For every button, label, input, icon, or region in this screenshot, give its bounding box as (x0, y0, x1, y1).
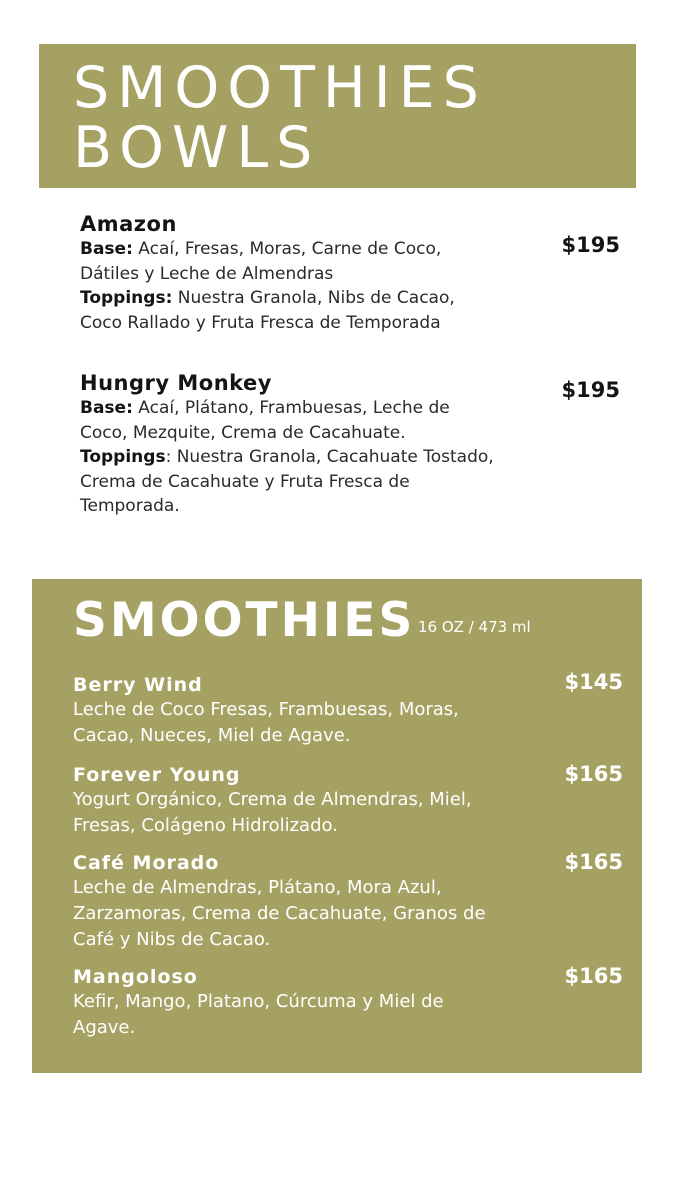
menu-item-cafe-morado (73, 851, 623, 953)
item-price: $195 (561, 233, 620, 257)
title-line-2: BOWLS (73, 115, 321, 181)
section-title-smoothies-bowls (73, 55, 487, 181)
menu-item-forever-young (73, 763, 623, 839)
item-price: $165 (564, 762, 623, 786)
toppings-label: Toppings: (80, 288, 173, 308)
item-description (73, 989, 553, 1041)
item-price: $145 (564, 670, 623, 694)
size-note: 16 OZ / 473 ml (418, 618, 531, 636)
item-name: Hungry Monkey (80, 371, 272, 395)
item-price: $165 (564, 964, 623, 988)
base-text-2: Dátiles y Leche de Almendras (80, 263, 334, 284)
item-name: Café Morado (73, 852, 220, 874)
section-title-smoothies: SMOOTHIES (73, 593, 416, 648)
toppings-text-3: Temporada. (80, 496, 180, 516)
menu-item-hungry-monkey (80, 370, 625, 519)
menu-item-amazon (80, 211, 625, 335)
toppings-text-2: Crema de Cacahuate y Fruta Fresca de (80, 471, 410, 492)
desc-line-2: Cacao, Nueces, Miel de Agave. (73, 725, 351, 746)
smoothies-bowls-banner (39, 44, 636, 188)
item-description (80, 396, 558, 519)
base-text-1: Acaí, Plátano, Frambuesas, Leche de (132, 398, 450, 418)
smoothies-panel (32, 579, 642, 1073)
base-text-2: Coco, Mezquite, Crema de Cacahuate. (80, 422, 406, 443)
desc-line-2: Zarzamoras, Crema de Cacahuate, Granos de (73, 903, 486, 924)
item-description (73, 697, 553, 749)
toppings-text-1: Nuestra Granola, Nibs de Cacao, (172, 288, 455, 308)
title-line-1: SMOOTHIES (73, 55, 487, 121)
item-name: Berry Wind (73, 674, 203, 696)
toppings-label: Toppings (80, 447, 166, 467)
item-description (80, 237, 558, 335)
base-label: Base: (80, 398, 133, 418)
desc-line-1: Yogurt Orgánico, Crema de Almendras, Miel, (73, 789, 472, 810)
desc-line-2: Fresas, Colágeno Hidrolizado. (73, 815, 338, 836)
base-text-1: Acaí, Fresas, Moras, Carne de Coco, (132, 239, 442, 259)
menu-item-mangoloso (73, 965, 623, 1041)
toppings-text-1: : Nuestra Granola, Cacahuate Tostado, (165, 447, 494, 467)
item-price: $165 (564, 850, 623, 874)
item-price: $195 (561, 378, 620, 402)
item-name: Forever Young (73, 764, 241, 786)
item-description (73, 787, 553, 839)
desc-line-1: Leche de Coco Fresas, Frambuesas, Moras, (73, 699, 459, 720)
desc-line-2: Agave. (73, 1017, 136, 1038)
menu-item-berry-wind (73, 670, 623, 749)
desc-line-3: Café y Nibs de Cacao. (73, 929, 271, 950)
base-label: Base: (80, 239, 133, 259)
desc-line-1: Leche de Almendras, Plátano, Mora Azul, (73, 877, 442, 898)
desc-line-1: Kefir, Mango, Platano, Cúrcuma y Miel de (73, 991, 444, 1012)
item-description (73, 875, 553, 953)
item-name: Mangoloso (73, 966, 198, 988)
item-name: Amazon (80, 212, 177, 236)
toppings-text-2: Coco Rallado y Fruta Fresca de Temporada (80, 312, 441, 333)
